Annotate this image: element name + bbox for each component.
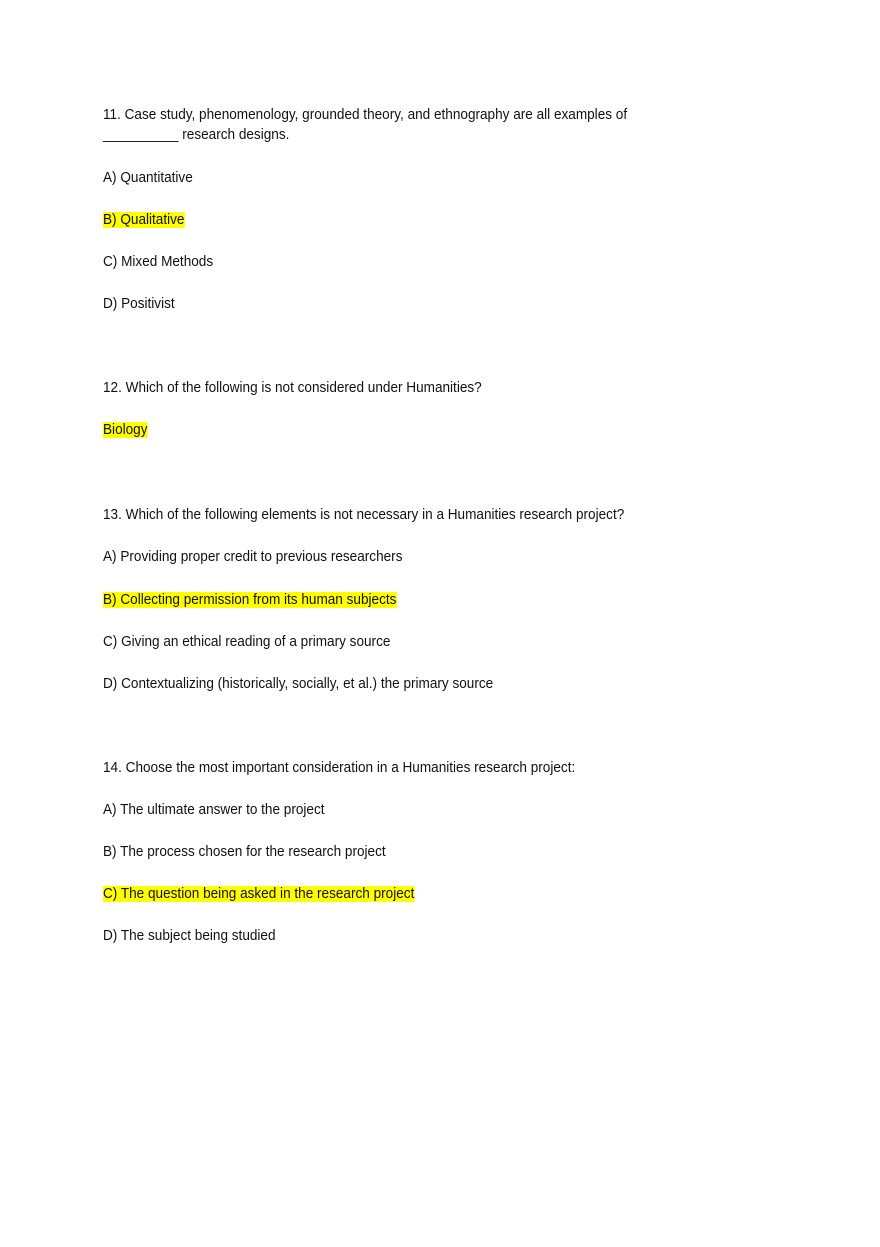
option-text: C) Mixed Methods [103, 254, 214, 270]
option-text: A) The ultimate answer to the project [103, 802, 325, 818]
question-13-stem: 13. Which of the following elements is not necessary in a Humanities research project? [103, 507, 625, 523]
highlighted-answer: B) Qualitative [103, 212, 185, 228]
question-11-option-a [103, 168, 193, 188]
question-11-option-c [103, 252, 213, 272]
question-12-answer [103, 420, 148, 440]
option-text: D) Contextualizing (historically, socially, et al.) the primary source [103, 676, 494, 692]
highlighted-answer: B) Collecting permission from its human subjects [103, 592, 397, 608]
question-11-stem-cont: __________ research designs. [103, 127, 290, 143]
question-11-option-d [103, 294, 175, 314]
question-14-option-a [103, 800, 325, 820]
question-13-option-c [103, 632, 390, 652]
question-14-option-b [103, 842, 386, 862]
question-13-option-b [103, 590, 396, 610]
highlighted-answer: C) The question being asked in the research project [103, 886, 415, 902]
question-12-stem: 12. Which of the following is not considered under Humanities? [103, 380, 482, 396]
option-text: B) The process chosen for the research project [103, 844, 386, 860]
option-text: D) The subject being studied [103, 928, 276, 944]
option-text: A) Providing proper credit to previous researchers [103, 549, 403, 565]
question-14-option-d [103, 926, 276, 946]
option-text: C) Giving an ethical reading of a primary source [103, 634, 391, 650]
highlighted-answer: Biology [103, 422, 148, 438]
option-text: A) Quantitative [103, 170, 193, 186]
question-13-option-d [103, 674, 493, 694]
question-14-stem: 14. Choose the most important consideration in a Humanities research project: [103, 760, 576, 776]
question-14-option-c [103, 884, 414, 904]
question-13-option-a [103, 547, 402, 567]
option-text: D) Positivist [103, 296, 175, 312]
question-11-option-b [103, 210, 184, 230]
question-11-stem: 11. Case study, phenomenology, grounded theory, and ethnography are all examples of [103, 107, 628, 123]
